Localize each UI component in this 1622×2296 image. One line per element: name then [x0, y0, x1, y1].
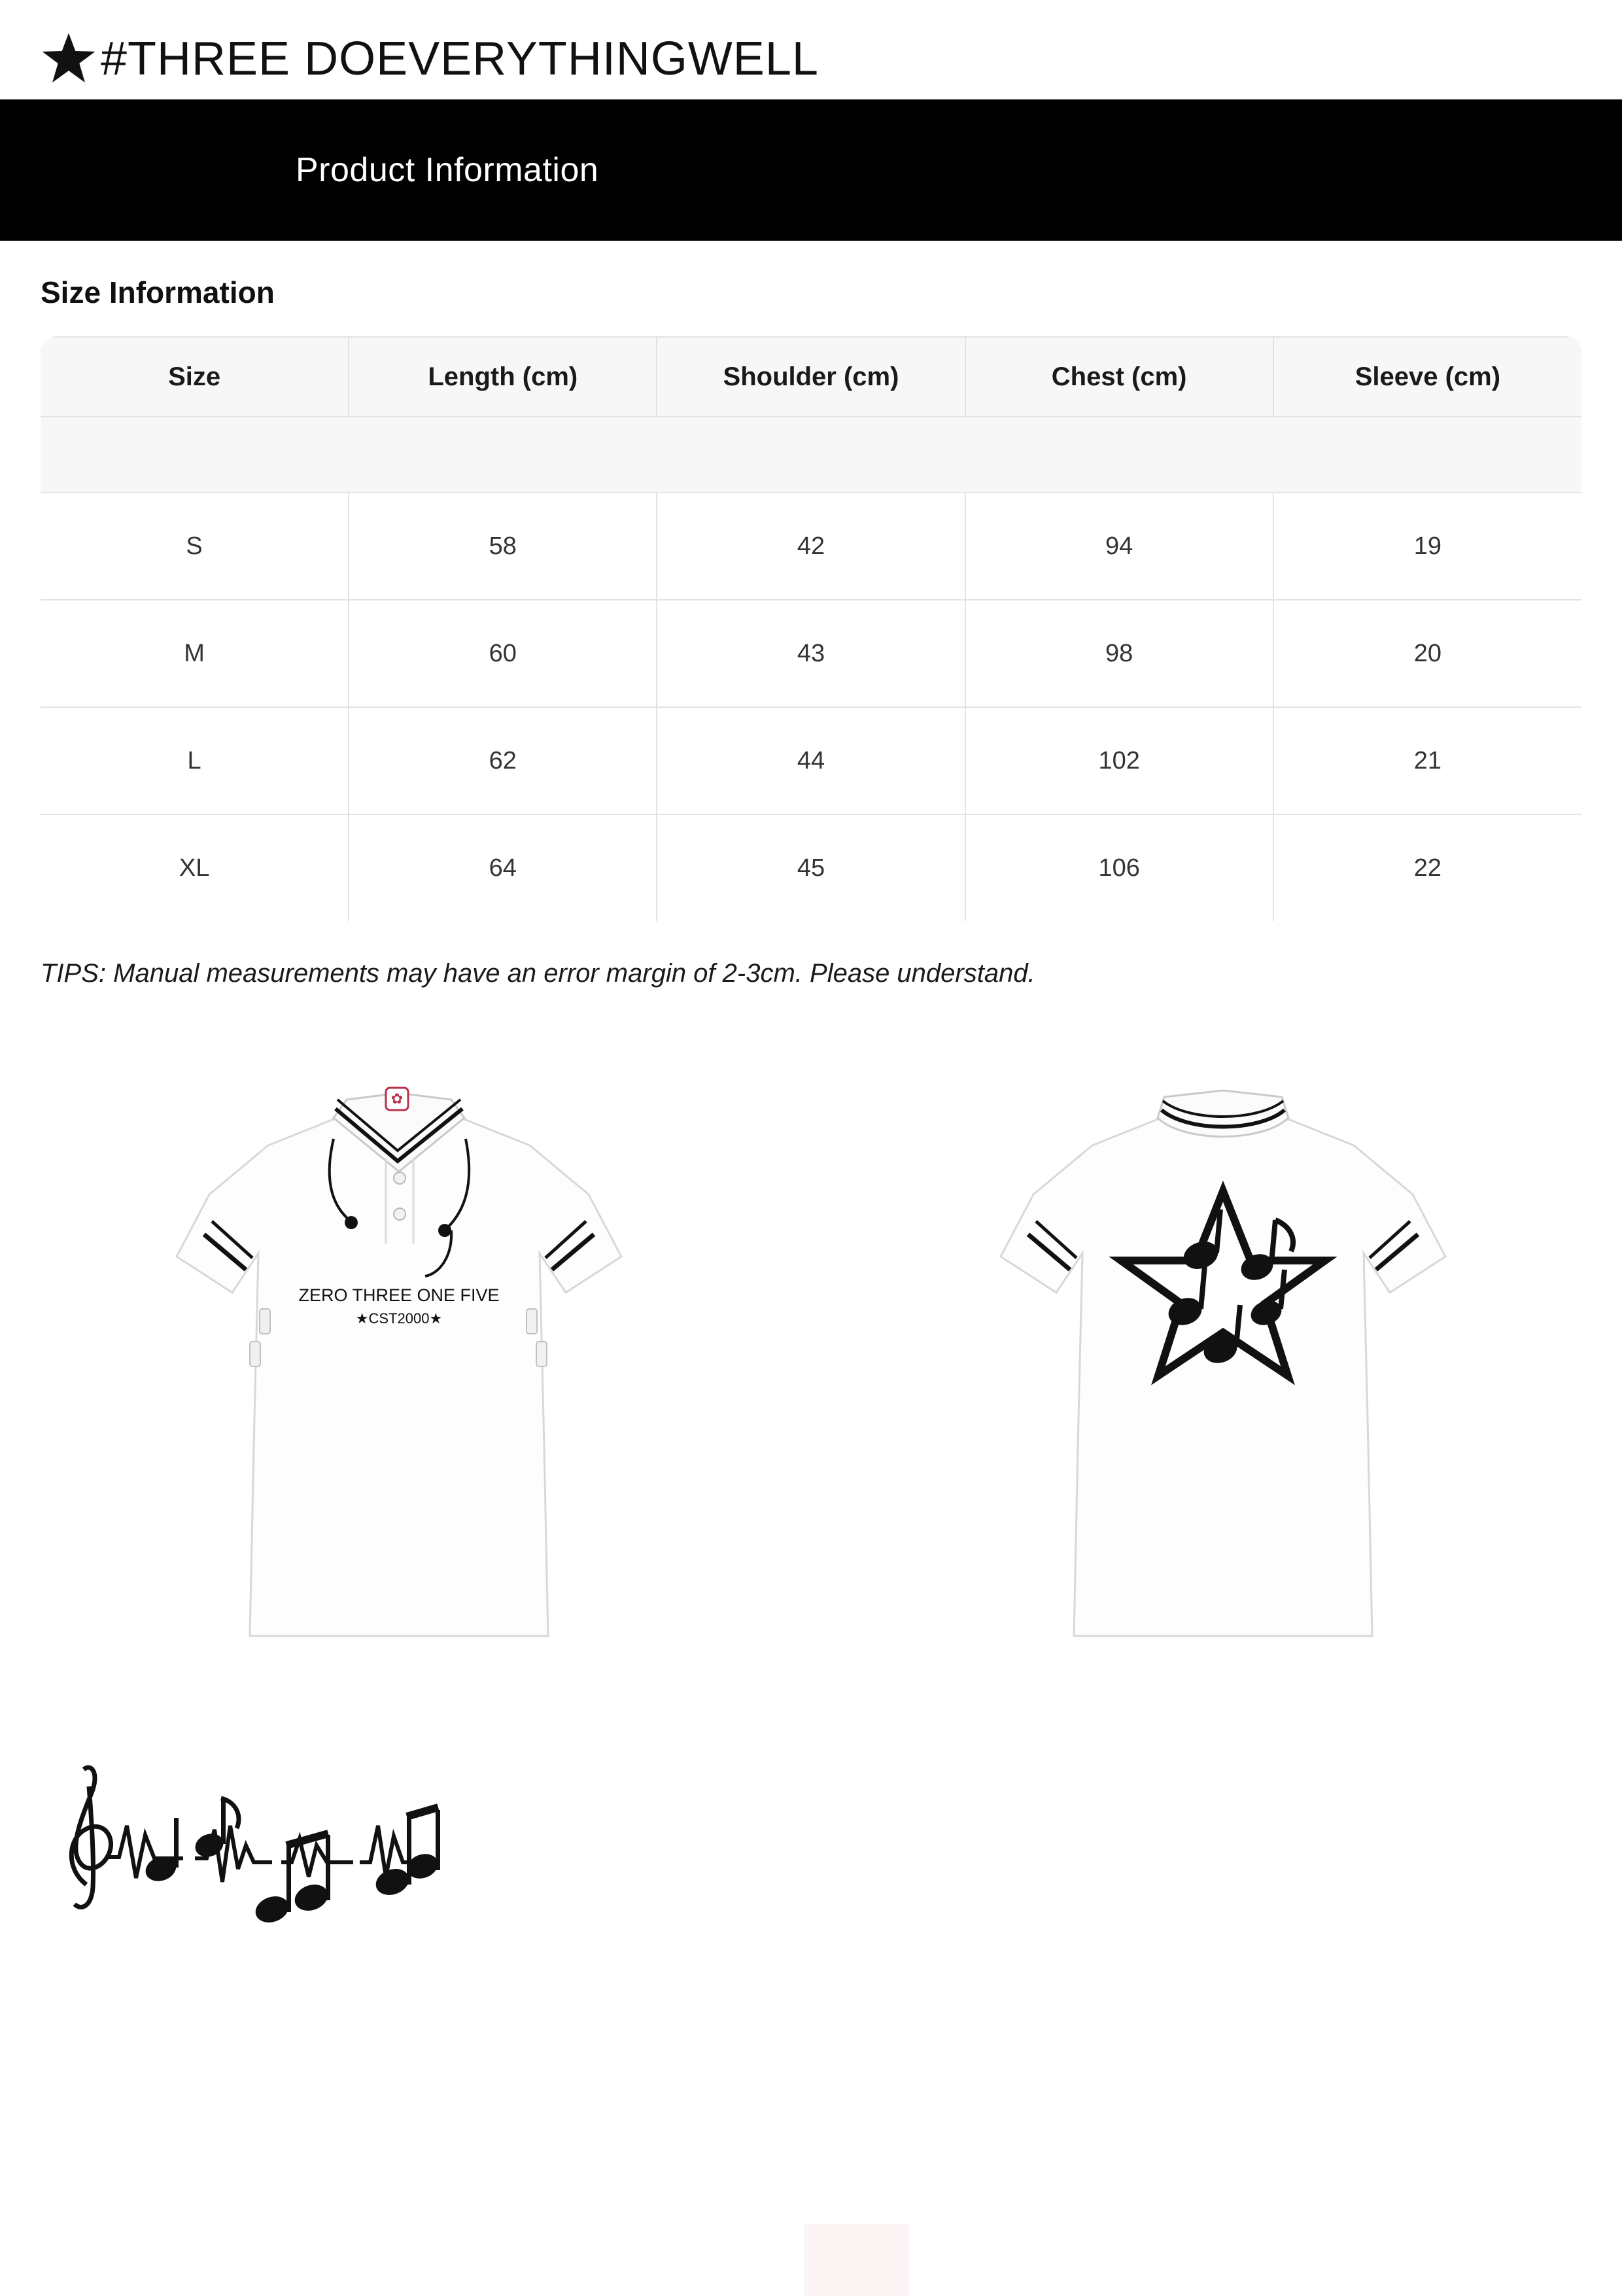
brand-name: #THREE DOEVERYTHINGWELL — [101, 33, 819, 85]
column-header-length: Length (cm) — [349, 337, 657, 417]
cell-shoulder: 42 — [657, 493, 965, 600]
cell-size: L — [41, 707, 349, 814]
polo-shirt-back-image — [994, 1080, 1452, 1669]
table-row — [41, 600, 1581, 707]
cell-sleeve: 22 — [1273, 814, 1581, 921]
cell-chest: 98 — [965, 600, 1273, 707]
cell-size: S — [41, 493, 349, 600]
svg-text:✿: ✿ — [390, 1090, 404, 1107]
brand-header — [0, 0, 1622, 85]
decorative-patch — [804, 2224, 909, 2296]
column-header-sleeve: Sleeve (cm) — [1273, 337, 1581, 417]
measurement-tips: TIPS: Manual measurements may have an error margin of 2-3cm. Please understand. — [41, 959, 1035, 988]
cell-chest: 102 — [965, 707, 1273, 814]
cell-shoulder: 45 — [657, 814, 965, 921]
cell-sleeve: 20 — [1273, 600, 1581, 707]
table-row — [41, 493, 1581, 600]
cell-chest: 106 — [965, 814, 1273, 921]
column-header-size: Size — [41, 337, 349, 417]
cell-length: 62 — [349, 707, 657, 814]
cell-shoulder: 43 — [657, 600, 965, 707]
chest-text-line2: ★CST2000★ — [355, 1310, 443, 1327]
cell-length: 60 — [349, 600, 657, 707]
cell-sleeve: 19 — [1273, 493, 1581, 600]
chest-text-line1: ZERO THREE ONE FIVE — [298, 1285, 500, 1305]
cell-size: XL — [41, 814, 349, 921]
table-row — [41, 707, 1581, 814]
star-icon — [41, 31, 97, 87]
column-header-chest: Chest (cm) — [965, 337, 1273, 417]
column-header-shoulder: Shoulder (cm) — [657, 337, 965, 417]
cell-size: M — [41, 600, 349, 707]
size-table-wrapper — [41, 336, 1581, 921]
table-row — [41, 814, 1581, 921]
size-information-heading: Size Information — [41, 275, 275, 309]
table-header-row — [41, 337, 1581, 417]
size-table — [41, 336, 1581, 921]
cell-length: 58 — [349, 493, 657, 600]
product-photos — [0, 1080, 1622, 1669]
product-information-banner — [0, 99, 1622, 241]
banner-title: Product Information — [296, 151, 599, 189]
cell-length: 64 — [349, 814, 657, 921]
cell-chest: 94 — [965, 493, 1273, 600]
cell-shoulder: 44 — [657, 707, 965, 814]
table-spacer-row — [41, 417, 1581, 493]
cell-sleeve: 21 — [1273, 707, 1581, 814]
polo-shirt-front-image — [170, 1080, 628, 1669]
music-staff-heartbeat-graphic — [46, 1747, 778, 1943]
